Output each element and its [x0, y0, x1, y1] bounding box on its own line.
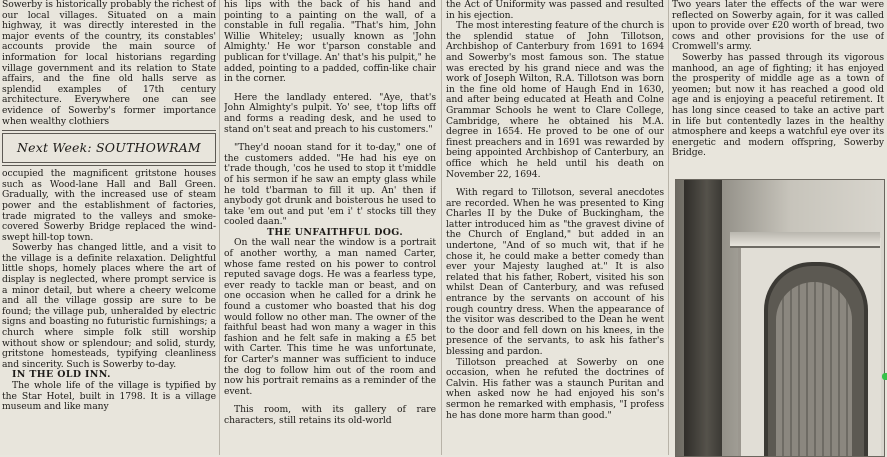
col1-intro: Sowerby is historically probably the richest of our local villages. Situated on a main highway, it was directly interested in the major events of the country, its constables' accounts provide the main source of information for local historians regarding village government and its relation to State affairs, and the fine old halls serve as splendid examples of 17th century architecture. Everywhere one can see evidence of Sowerby's former importance when wealthy clothiers [2, 0, 216, 127]
column-1 [2, 0, 216, 455]
column-rule [441, 0, 442, 455]
col4-paragraph: Two years later the effects of the war were reflected on Sowerby again, for it was called upon to provide over £20 worth of bread, two cows and other provisions for the use of Cromwell's army. [672, 0, 884, 53]
col1-paragraph: The whole life of the village is typified by the Star Hotel, built in 1798. It is a village museum and like many [2, 380, 216, 413]
col2-paragraph: On the wall near the window is a portrait of another worthy, a man named Carter, whose fame rested on his power to control reputed savage dogs. He was a fearless type, ever ready to tackle man or beast, and on one occasion when he called for a drink he found a customer who boasted that his dog would follow no other man. The owner of the faithful beast had won many a wager in this fashion and he felt safe in making a £5 bet with Carter. This time he was unfortunate, for Carter's manner was sufficient to induce the dog to follow him out of the room and now his portrait remains as a reminder of the event. [224, 237, 436, 397]
cabinet-door [776, 282, 852, 456]
col2-paragraph: his lips with the back of his hand and pointing to a painting on the wall, of a constable in full regalia. "That's him, John Willie Whiteley; usually known as 'John Almighty.' He wor t'parson constable and publican for t'village. An' that's his pulpit," he added, pointing to a padded, coffin-like chair in the corner. [224, 0, 436, 85]
cabinet-cornice [730, 232, 880, 248]
col3-paragraph: The most interesting feature of the church is the splendid statue of John Tillotson, Archbishop of Canterbury from 1691 to 1694 and Sowerby's most famous son. The statue was erected by his grand niece and was the work of Joseph Wilton, R.A. Tillotson was born in the fine old home of Haugh End in 1630, and after being educated at Heath and Colne Grammar Schools he went to Clare College, Cambridge, where he obtained his M.A. degree in 1654. He proved to be one of our finest preachers and in 1691 was rewarded by being appointed Archbishop of Canterbury, an office which he held until his death on November 22, 1694. [446, 20, 664, 180]
col4-paragraph: Sowerby has passed through its vigorous manhood, an age of fighting; it has enjoyed the prosperity of middle age as a town of yeomen; but now it has reached a good old age and is enjoying a peaceful retirement. It has long since ceased to take an active part in life but contentedly lazes in the healthy atmosphere and keeps a watchful eye over its energetic and modern offspring, Sowerby Bridge. [672, 51, 884, 159]
col2-paragraph: Here the landlady entered. "Aye, that's John Almighty's pulpit. Yo' see, t'top lifts off and forms a reading desk, and he used to stand on't seat and preach to his customers." [224, 91, 436, 135]
next-week-label: Next Week: SOUTHOWRAM [17, 139, 201, 155]
column-3 [446, 0, 664, 455]
col1-subheading: IN THE OLD INN. [12, 369, 111, 381]
column-2 [224, 0, 436, 455]
cabinet-photograph [675, 179, 885, 457]
edge-marker [882, 373, 887, 380]
column-rule [668, 0, 669, 455]
col1-paragraph: Sowerby has changed little, and a visit to the village is a definite relaxation. Delightful little shops, homely places where the art of display is neglected, where prompt service is a minor detail, but where a cheery welcome and all the village gossip are sure to be found; the village pub, unheralded by electric signs and boasting no futuristic furnishings; a church where simple folk still worship without show or splendour; and solid, sturdy, gritstone homesteads, typifying cleanliness and sincerity. Such is Sowerby to-day. [2, 242, 216, 370]
col2-paragraph: "They'd nooan stand for it to-day," one of the customers added. "He had his eye on t'rade though, 'cos he used to stop it t'middle of his sermon if he saw an empty glass while he told t'barman to fill it up. An' then if anybody got drunk and boisterous he used to take 'em out and put 'em i' t' stocks till they cooled daan." [224, 142, 436, 228]
col2-subheading: THE UNFAITHFUL DOG. [266, 226, 404, 238]
col3-paragraph: the Act of Uniformity was passed and resulted in his ejection. [446, 0, 664, 21]
col3-paragraph: With regard to Tillotson, several anecdotes are recorded. When he was presented to King Charles II by the Duke of Buckingham, the latter introduced him as "the gravest divine of the Church of England," but added in an undertone, "And of so much wit, that if he chose it, he could make a better comedy than ever your Majesty laughed at." It is also related that his father, Robert, visited his son whilst Dean of Canterbury, and was refused entrance by the servants on account of his rough country dress. When the appearance of the visitor was described to the Dean he went to the door and fell down on his knees, in the presence of the servants, to ask his father's blessing and pardon. [446, 187, 664, 357]
door-frame [684, 180, 722, 456]
column-rule [219, 0, 220, 455]
next-week-box [2, 133, 216, 163]
col1-continuation: occupied the magnificent gritstone houses such as Wood-lane Hall and Ball Green. Gradually, with the increased use of steam power and the establishment of factories, trade migrated to the valleys and smoke-covered Sowerby Bridge replaced the wind-swept hill-top town. [2, 168, 216, 243]
col2-paragraph: This room, with its gallery of rare characters, still retains its old-world [224, 404, 436, 426]
col3-paragraph: Tillotson preached at Sowerby on one occasion, when he refuted the doctrines of Calvin. His father was a staunch Puritan and when asked now he had enjoyed his son's sermon he remarked with emphasis, "I profess he has done more harm than good." [446, 356, 664, 421]
